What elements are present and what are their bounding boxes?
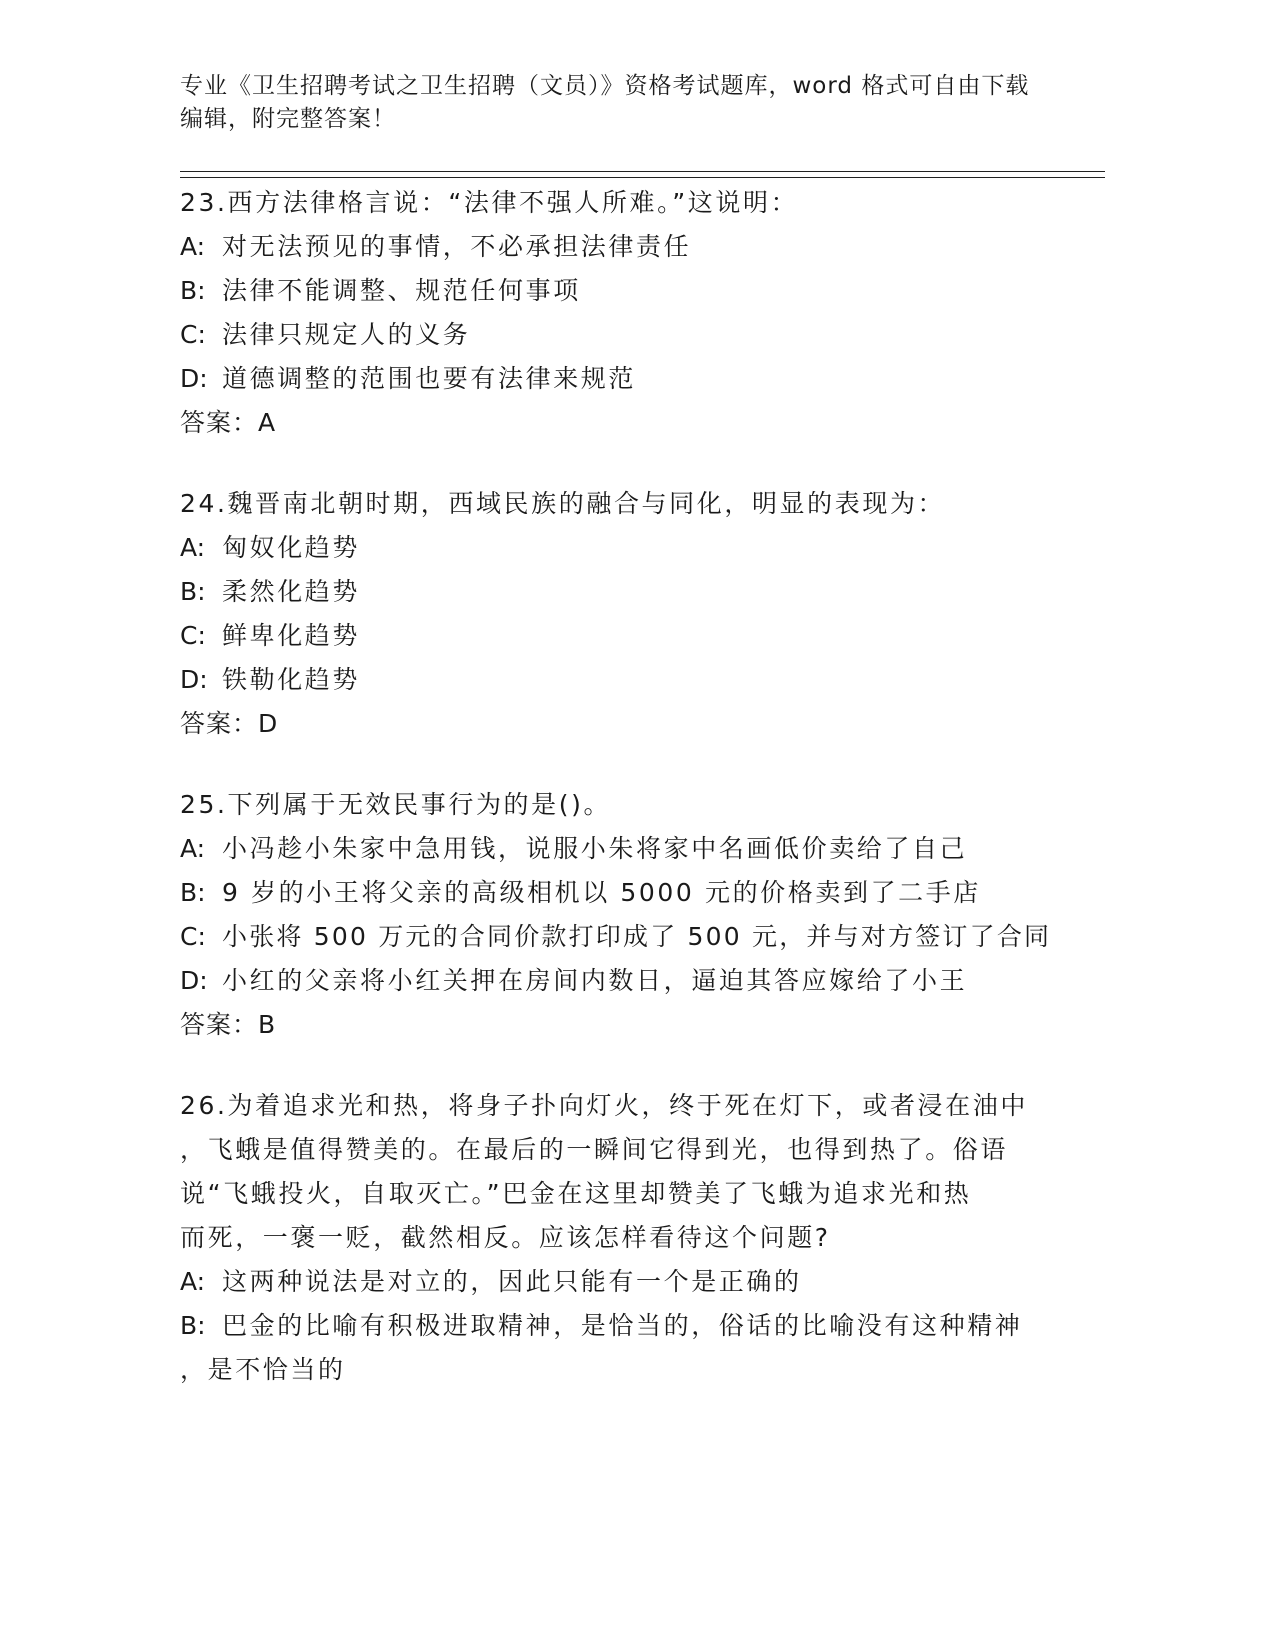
answer-line: 答案：D <box>180 709 279 738</box>
option-text: 鲜卑化趋势 <box>222 621 361 650</box>
question-stem-line: ，飞蛾是值得赞美的。在最后的一瞬间它得到光，也得到热了。俗语 <box>180 1135 1009 1164</box>
header-divider-bottom <box>180 177 1105 178</box>
option-a <box>180 827 1060 871</box>
question-stem-line: 26.为着追求光和热，将身子扑向灯火，终于死在灯下，或者浸在油中 <box>180 1091 1028 1120</box>
option-d <box>180 658 1060 702</box>
option-key: D: <box>180 364 208 393</box>
question-24 <box>180 482 1060 746</box>
answer-line: 答案：A <box>180 408 277 437</box>
option-key: B: <box>180 878 206 907</box>
option-key: A: <box>180 1267 206 1296</box>
option-key: B: <box>180 276 206 305</box>
option-key: A: <box>180 232 206 261</box>
answer-line: 答案：B <box>180 1010 277 1039</box>
question-26 <box>180 1084 1060 1392</box>
option-a <box>180 526 1060 570</box>
option-d <box>180 357 1060 401</box>
option-text: 巴金的比喻有积极进取精神，是恰当的，俗话的比喻没有这种精神 <box>222 1311 1023 1340</box>
option-text: 9 岁的小王将父亲的高级相机以 5000 元的价格卖到了二手店 <box>222 878 981 907</box>
option-text: 法律只规定人的义务 <box>222 320 471 349</box>
question-list <box>180 181 1060 1429</box>
option-b <box>180 269 1060 313</box>
option-key: D: <box>180 966 208 995</box>
header-line-1: 专业《卫生招聘考试之卫生招聘（文员）》资格考试题库，word 格式可自由下载 <box>180 73 1030 99</box>
question-stem <box>180 1084 1060 1260</box>
option-text: 柔然化趋势 <box>222 577 361 606</box>
option-key: C: <box>180 320 206 349</box>
question-stem: 24.魏晋南北朝时期，西域民族的融合与同化，明显的表现为： <box>180 489 946 518</box>
question-stem-line: 而死，一褒一贬，截然相反。应该怎样看待这个问题? <box>180 1223 831 1252</box>
question-25 <box>180 783 1060 1047</box>
option-b <box>180 871 1060 915</box>
option-key: A: <box>180 533 206 562</box>
option-text: 这两种说法是对立的，因此只能有一个是正确的 <box>222 1267 802 1296</box>
option-text: 小冯趁小朱家中急用钱，说服小朱将家中名画低价卖给了自己 <box>222 834 968 863</box>
option-b <box>180 1304 1060 1348</box>
option-b-continuation: ，是不恰当的 <box>180 1355 346 1384</box>
option-a <box>180 225 1060 269</box>
option-text: 道德调整的范围也要有法律来规范 <box>222 364 637 393</box>
option-key: B: <box>180 577 206 606</box>
option-text: 对无法预见的事情，不必承担法律责任 <box>222 232 692 261</box>
header-line-2: 编辑，附完整答案！ <box>180 106 396 132</box>
option-key: A: <box>180 834 206 863</box>
option-key: C: <box>180 922 206 951</box>
document-header <box>180 70 1040 136</box>
question-stem: 25.下列属于无效民事行为的是()。 <box>180 790 612 819</box>
option-key: B: <box>180 1311 206 1340</box>
question-stem-line: 说“飞蛾投火，自取灭亡。”巴金在这里却赞美了飞蛾为追求光和热 <box>180 1179 972 1208</box>
option-key: D: <box>180 665 208 694</box>
option-text: 小张将 500 万元的合同价款打印成了 500 元，并与对方签订了合同 <box>222 922 1052 951</box>
question-stem: 23.西方法律格言说：“法律不强人所难。”这说明： <box>180 188 799 217</box>
option-a <box>180 1260 1060 1304</box>
header-divider-top <box>180 171 1105 172</box>
option-c <box>180 614 1060 658</box>
option-key: C: <box>180 621 206 650</box>
option-c <box>180 915 1060 959</box>
option-d <box>180 959 1060 1003</box>
question-23 <box>180 181 1060 445</box>
option-text: 铁勒化趋势 <box>222 665 361 694</box>
option-text: 匈奴化趋势 <box>222 533 361 562</box>
option-c <box>180 313 1060 357</box>
option-b <box>180 570 1060 614</box>
option-text: 法律不能调整、规范任何事项 <box>222 276 581 305</box>
option-text: 小红的父亲将小红关押在房间内数日，逼迫其答应嫁给了小王 <box>222 966 968 995</box>
